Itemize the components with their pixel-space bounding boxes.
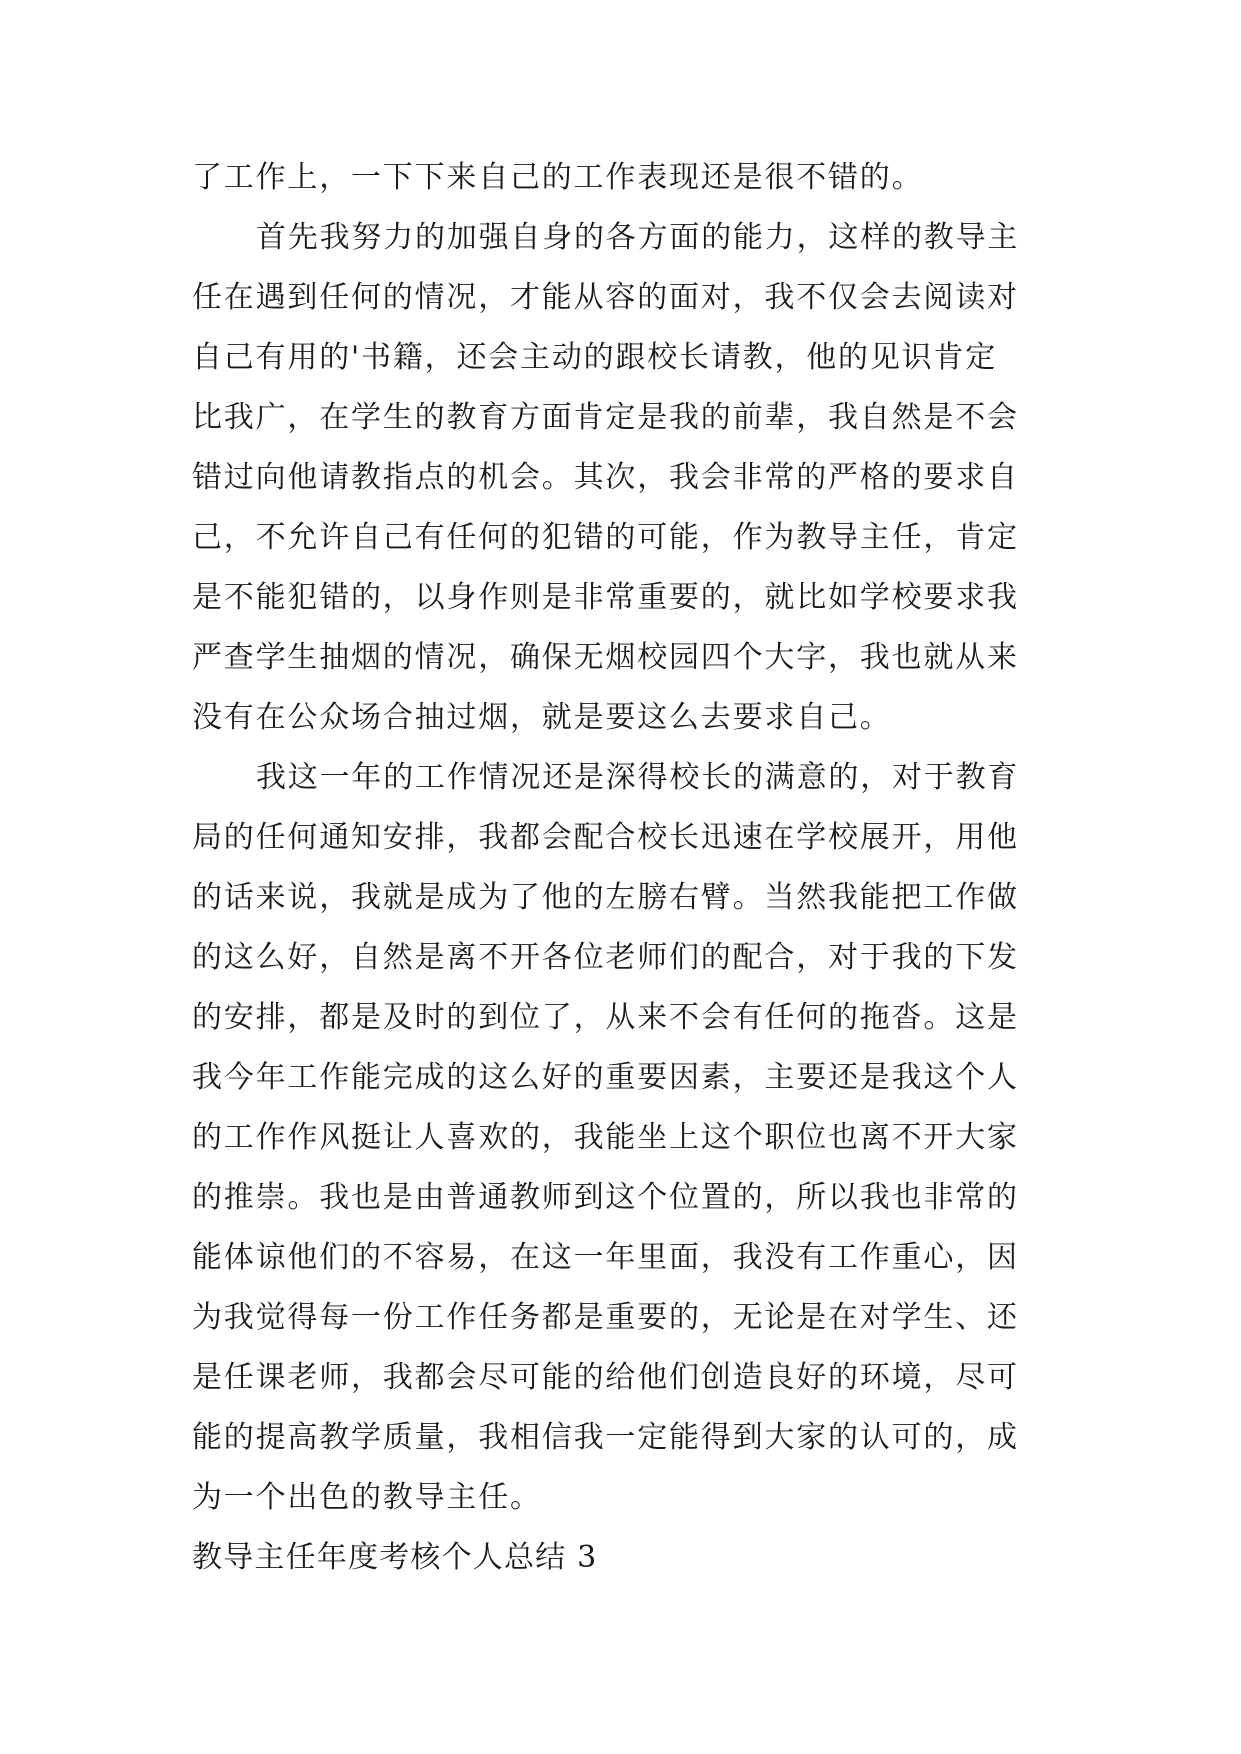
paragraph-2-line-1: 首先我努力的加强自身的各方面的能力，这样的教导主	[256, 220, 1020, 255]
paragraph-3-line-1: 我这一年的工作情况还是深得校长的满意的，对于教育	[256, 760, 1020, 795]
paragraph-3-line-3: 的话来说，我就是成为了他的左膀右臂。当然我能把工作做	[192, 880, 1019, 915]
paragraph-3-line-5: 的安排，都是及时的到位了，从来不会有任何的拖沓。这是	[192, 1000, 1019, 1035]
document-body	[192, 148, 1052, 1588]
paragraph-3-line-9: 能体谅他们的不容易，在这一年里面，我没有工作重心，因	[192, 1240, 1019, 1275]
paragraph-2-line-5: 错过向他请教指点的机会。其次，我会非常的严格的要求自	[192, 460, 1019, 495]
paragraph-3-line-7: 的工作作风挺让人喜欢的，我能坐上这个职位也离不开大家	[192, 1120, 1019, 1155]
paragraph-2-line-7: 是不能犯错的，以身作则是非常重要的，就比如学校要求我	[192, 580, 1019, 615]
paragraph-2-line-6: 己，不允许自己有任何的犯错的可能，作为教导主任，肯定	[192, 520, 1019, 555]
paragraph-3-line-6: 我今年工作能完成的这么好的重要因素，主要还是我这个人	[192, 1060, 1019, 1095]
section-heading: 教导主任年度考核个人总结 3	[192, 1540, 598, 1575]
paragraph-3-line-2: 局的任何通知安排，我都会配合校长迅速在学校展开，用他	[192, 820, 1019, 855]
paragraph-3-line-10: 为我觉得每一份工作任务都是重要的，无论是在对学生、还	[192, 1300, 1019, 1335]
paragraph-3-line-13: 为一个出色的教导主任。	[192, 1480, 542, 1515]
paragraph-3-line-12: 能的提高教学质量，我相信我一定能得到大家的认可的，成	[192, 1420, 1019, 1455]
paragraph-2-line-4: 比我广，在学生的教育方面肯定是我的前辈，我自然是不会	[192, 400, 1019, 435]
paragraph-2-line-9: 没有在公众场合抽过烟，就是要这么去要求自己。	[192, 700, 892, 735]
paragraph-3-line-8: 的推崇。我也是由普通教师到这个位置的，所以我也非常的	[192, 1180, 1019, 1215]
paragraph-3-line-4: 的这么好，自然是离不开各位老师们的配合，对于我的下发	[192, 940, 1019, 975]
paragraph-2-line-8: 严查学生抽烟的情况，确保无烟校园四个大字，我也就从来	[192, 640, 1019, 675]
paragraph-1-line-1: 了工作上，一下下来自己的工作表现还是很不错的。	[192, 160, 924, 195]
paragraph-2-line-2: 任在遇到任何的情况，才能从容的面对，我不仅会去阅读对	[192, 280, 1019, 315]
paragraph-3-line-11: 是任课老师，我都会尽可能的给他们创造良好的环境，尽可	[192, 1360, 1019, 1395]
paragraph-2-line-3: 自己有用的'书籍，还会主动的跟校长请教，他的见识肯定	[192, 340, 998, 375]
